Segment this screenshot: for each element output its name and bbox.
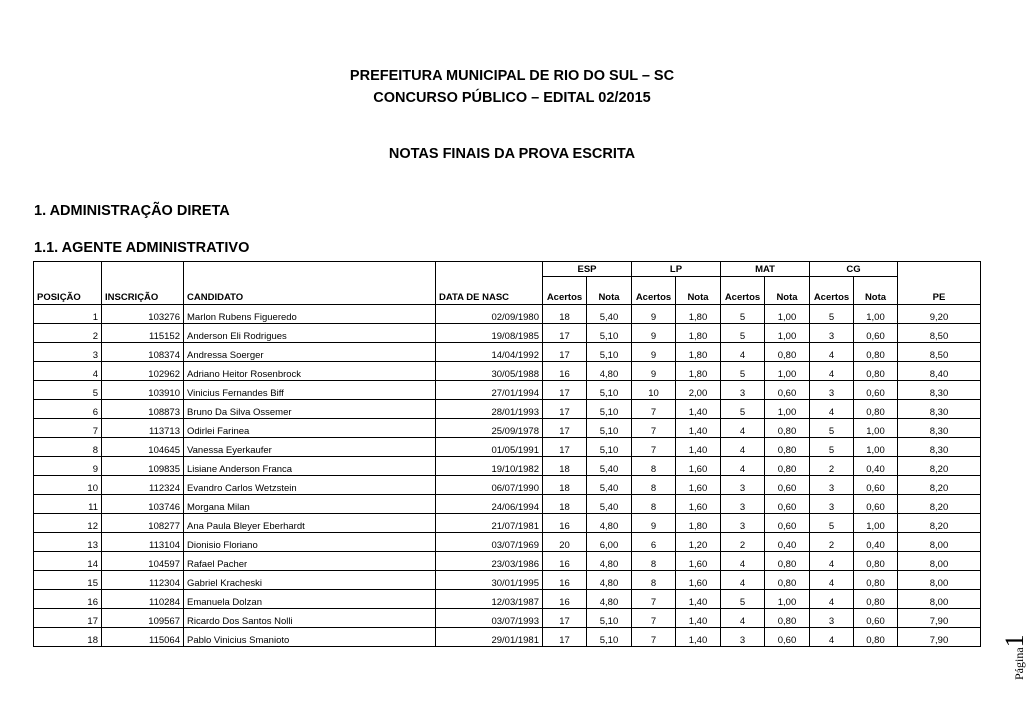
cell-inscricao: 104645 <box>102 438 184 457</box>
cell-data-nasc: 30/05/1988 <box>436 362 543 381</box>
cell-lp-acertos: 9 <box>632 305 676 324</box>
cell-mat-nota: 0,80 <box>765 419 810 438</box>
group-header-mat: MAT <box>721 262 810 277</box>
cell-data-nasc: 01/05/1991 <box>436 438 543 457</box>
cell-lp-acertos: 9 <box>632 343 676 362</box>
section-heading: 1. ADMINISTRAÇÃO DIRETA <box>34 203 230 219</box>
table-row <box>34 476 981 495</box>
cell-esp-nota: 4,80 <box>587 514 632 533</box>
table-row <box>34 438 981 457</box>
cell-posicao: 13 <box>34 533 102 552</box>
cell-mat-nota: 1,00 <box>765 324 810 343</box>
cell-cg-acertos: 4 <box>810 571 854 590</box>
page-label: Página <box>1012 647 1026 680</box>
cell-mat-nota: 1,00 <box>765 305 810 324</box>
cell-mat-nota: 0,60 <box>765 514 810 533</box>
cell-lp-nota: 1,60 <box>676 476 721 495</box>
cell-candidato: Morgana Milan <box>184 495 436 514</box>
cell-esp-nota: 5,10 <box>587 324 632 343</box>
cell-esp-acertos: 18 <box>543 476 587 495</box>
cell-candidato: Evandro Carlos Wetzstein <box>184 476 436 495</box>
cell-posicao: 10 <box>34 476 102 495</box>
column-header-inscricao: INSCRIÇÃO <box>102 277 184 305</box>
cell-mat-acertos: 5 <box>721 400 765 419</box>
table-row <box>34 343 981 362</box>
cell-cg-acertos: 4 <box>810 400 854 419</box>
cell-mat-acertos: 3 <box>721 495 765 514</box>
cell-lp-acertos: 9 <box>632 324 676 343</box>
cell-candidato: Rafael Pacher <box>184 552 436 571</box>
cell-candidato: Marlon Rubens Figueredo <box>184 305 436 324</box>
cell-cg-nota: 0,80 <box>854 571 898 590</box>
cell-candidato: Pablo Vinicius Smanioto <box>184 628 436 647</box>
cell-inscricao: 103746 <box>102 495 184 514</box>
table-row <box>34 381 981 400</box>
cell-cg-acertos: 3 <box>810 324 854 343</box>
group-header-lp: LP <box>632 262 721 277</box>
column-header-esp-acertos: Acertos <box>543 277 587 305</box>
table-row <box>34 305 981 324</box>
cell-posicao: 5 <box>34 381 102 400</box>
cell-pe: 8,00 <box>898 533 981 552</box>
cell-esp-acertos: 17 <box>543 419 587 438</box>
cell-cg-acertos: 2 <box>810 533 854 552</box>
cell-data-nasc: 29/01/1981 <box>436 628 543 647</box>
cell-pe: 8,40 <box>898 362 981 381</box>
cell-lp-nota: 1,80 <box>676 324 721 343</box>
cell-esp-acertos: 16 <box>543 571 587 590</box>
cell-lp-nota: 1,20 <box>676 533 721 552</box>
document-title-line-2: CONCURSO PÚBLICO – EDITAL 02/2015 <box>373 90 651 106</box>
cell-data-nasc: 02/09/1980 <box>436 305 543 324</box>
cell-cg-acertos: 5 <box>810 419 854 438</box>
table-row <box>34 590 981 609</box>
cell-lp-nota: 1,80 <box>676 343 721 362</box>
cell-esp-acertos: 17 <box>543 438 587 457</box>
cell-data-nasc: 27/01/1994 <box>436 381 543 400</box>
cell-inscricao: 108873 <box>102 400 184 419</box>
cell-mat-acertos: 4 <box>721 438 765 457</box>
cell-posicao: 11 <box>34 495 102 514</box>
cell-data-nasc: 24/06/1994 <box>436 495 543 514</box>
cell-mat-nota: 0,80 <box>765 552 810 571</box>
cell-mat-nota: 0,60 <box>765 495 810 514</box>
cell-mat-acertos: 4 <box>721 552 765 571</box>
cell-lp-acertos: 8 <box>632 552 676 571</box>
document-subtitle: NOTAS FINAIS DA PROVA ESCRITA <box>388 146 636 162</box>
cell-esp-nota: 5,10 <box>587 381 632 400</box>
cell-posicao: 6 <box>34 400 102 419</box>
column-header-mat-nota: Nota <box>765 277 810 305</box>
cell-esp-acertos: 16 <box>543 362 587 381</box>
cell-lp-nota: 2,00 <box>676 381 721 400</box>
cell-esp-nota: 5,40 <box>587 476 632 495</box>
cell-candidato: Adriano Heitor Rosenbrock <box>184 362 436 381</box>
cell-pe: 9,20 <box>898 305 981 324</box>
cell-lp-acertos: 7 <box>632 609 676 628</box>
cell-data-nasc: 21/07/1981 <box>436 514 543 533</box>
cell-mat-nota: 1,00 <box>765 400 810 419</box>
results-table <box>33 261 981 647</box>
table-row <box>34 514 981 533</box>
table-row <box>34 495 981 514</box>
cell-lp-nota: 1,40 <box>676 400 721 419</box>
column-header-data-nasc: DATA DE NASC <box>436 277 543 305</box>
cell-cg-acertos: 4 <box>810 362 854 381</box>
cell-mat-nota: 0,60 <box>765 381 810 400</box>
cell-lp-nota: 1,60 <box>676 457 721 476</box>
table-row <box>34 457 981 476</box>
cell-data-nasc: 03/07/1993 <box>436 609 543 628</box>
cell-cg-acertos: 3 <box>810 381 854 400</box>
cell-pe: 8,00 <box>898 590 981 609</box>
cell-pe: 8,50 <box>898 343 981 362</box>
header-spacer <box>102 262 184 277</box>
cell-posicao: 9 <box>34 457 102 476</box>
column-header-esp-nota: Nota <box>587 277 632 305</box>
cell-mat-acertos: 4 <box>721 343 765 362</box>
cell-pe: 8,30 <box>898 419 981 438</box>
cell-mat-nota: 0,80 <box>765 343 810 362</box>
cell-mat-nota: 1,00 <box>765 590 810 609</box>
cell-esp-acertos: 17 <box>543 343 587 362</box>
cell-cg-acertos: 5 <box>810 438 854 457</box>
column-header-cg-acertos: Acertos <box>810 277 854 305</box>
cell-inscricao: 103276 <box>102 305 184 324</box>
cell-candidato: Ricardo Dos Santos Nolli <box>184 609 436 628</box>
cell-esp-nota: 5,40 <box>587 457 632 476</box>
cell-data-nasc: 06/07/1990 <box>436 476 543 495</box>
cell-candidato: Vinicius Fernandes Biff <box>184 381 436 400</box>
group-header-cg: CG <box>810 262 898 277</box>
cell-cg-nota: 1,00 <box>854 438 898 457</box>
cell-pe: 7,90 <box>898 609 981 628</box>
cell-esp-acertos: 17 <box>543 324 587 343</box>
cell-inscricao: 110284 <box>102 590 184 609</box>
cell-cg-acertos: 4 <box>810 343 854 362</box>
cell-inscricao: 108374 <box>102 343 184 362</box>
cell-cg-acertos: 4 <box>810 628 854 647</box>
cell-inscricao: 112304 <box>102 571 184 590</box>
cell-inscricao: 109835 <box>102 457 184 476</box>
cell-pe: 8,00 <box>898 571 981 590</box>
cell-mat-acertos: 4 <box>721 419 765 438</box>
cell-cg-nota: 0,60 <box>854 495 898 514</box>
table-row <box>34 419 981 438</box>
cell-pe: 8,00 <box>898 552 981 571</box>
cell-data-nasc: 25/09/1978 <box>436 419 543 438</box>
cell-mat-nota: 0,80 <box>765 609 810 628</box>
cell-lp-acertos: 9 <box>632 514 676 533</box>
cell-candidato: Emanuela Dolzan <box>184 590 436 609</box>
column-header-lp-nota: Nota <box>676 277 721 305</box>
cell-cg-acertos: 3 <box>810 476 854 495</box>
cell-posicao: 2 <box>34 324 102 343</box>
cell-lp-acertos: 7 <box>632 400 676 419</box>
cell-pe: 8,20 <box>898 476 981 495</box>
cell-esp-acertos: 17 <box>543 381 587 400</box>
cell-lp-nota: 1,60 <box>676 552 721 571</box>
cell-esp-acertos: 17 <box>543 628 587 647</box>
cell-data-nasc: 19/08/1985 <box>436 324 543 343</box>
cell-cg-nota: 1,00 <box>854 305 898 324</box>
table-row <box>34 400 981 419</box>
cell-mat-acertos: 4 <box>721 571 765 590</box>
header-spacer <box>436 262 543 277</box>
cell-lp-nota: 1,40 <box>676 590 721 609</box>
cell-posicao: 1 <box>34 305 102 324</box>
cell-mat-nota: 0,80 <box>765 571 810 590</box>
header-spacer <box>34 262 102 277</box>
cell-esp-acertos: 18 <box>543 495 587 514</box>
cell-esp-nota: 5,10 <box>587 400 632 419</box>
cell-mat-acertos: 4 <box>721 609 765 628</box>
cell-cg-nota: 0,60 <box>854 609 898 628</box>
cell-mat-acertos: 5 <box>721 590 765 609</box>
cell-mat-acertos: 5 <box>721 324 765 343</box>
cell-lp-nota: 1,40 <box>676 438 721 457</box>
cell-esp-acertos: 18 <box>543 457 587 476</box>
page-number: 1 <box>1000 634 1029 648</box>
cell-mat-acertos: 5 <box>721 362 765 381</box>
cell-mat-nota: 0,80 <box>765 457 810 476</box>
cell-lp-acertos: 7 <box>632 419 676 438</box>
cell-esp-nota: 5,40 <box>587 495 632 514</box>
cell-data-nasc: 30/01/1995 <box>436 571 543 590</box>
cell-cg-acertos: 2 <box>810 457 854 476</box>
cell-mat-acertos: 5 <box>721 305 765 324</box>
cell-cg-acertos: 3 <box>810 495 854 514</box>
header-spacer <box>898 262 981 277</box>
cell-candidato: Lisiane Anderson Franca <box>184 457 436 476</box>
cell-candidato: Dionisio Floriano <box>184 533 436 552</box>
table-row <box>34 324 981 343</box>
table-row <box>34 552 981 571</box>
cell-lp-acertos: 8 <box>632 571 676 590</box>
cell-cg-acertos: 4 <box>810 552 854 571</box>
cell-lp-acertos: 7 <box>632 628 676 647</box>
cell-candidato: Odirlei Farinea <box>184 419 436 438</box>
table-row <box>34 533 981 552</box>
cell-data-nasc: 28/01/1993 <box>436 400 543 419</box>
cell-data-nasc: 14/04/1992 <box>436 343 543 362</box>
cell-mat-acertos: 2 <box>721 533 765 552</box>
cell-lp-acertos: 8 <box>632 476 676 495</box>
cell-inscricao: 115064 <box>102 628 184 647</box>
header-spacer <box>184 262 436 277</box>
cell-mat-acertos: 4 <box>721 457 765 476</box>
cell-candidato: Ana Paula Bleyer Eberhardt <box>184 514 436 533</box>
cell-posicao: 4 <box>34 362 102 381</box>
cell-esp-acertos: 16 <box>543 590 587 609</box>
cell-cg-nota: 0,80 <box>854 362 898 381</box>
cell-esp-nota: 4,80 <box>587 571 632 590</box>
cell-lp-nota: 1,60 <box>676 571 721 590</box>
cell-lp-acertos: 7 <box>632 438 676 457</box>
cell-pe: 7,90 <box>898 628 981 647</box>
column-header-mat-acertos: Acertos <box>721 277 765 305</box>
cell-esp-nota: 5,10 <box>587 628 632 647</box>
cell-candidato: Gabriel Kracheski <box>184 571 436 590</box>
cell-esp-nota: 5,10 <box>587 419 632 438</box>
cell-cg-nota: 0,80 <box>854 343 898 362</box>
group-header-esp: ESP <box>543 262 632 277</box>
column-header-pe: PE <box>898 277 981 305</box>
cell-lp-acertos: 7 <box>632 590 676 609</box>
cell-inscricao: 113713 <box>102 419 184 438</box>
cell-pe: 8,30 <box>898 381 981 400</box>
cell-inscricao: 112324 <box>102 476 184 495</box>
cell-cg-nota: 0,60 <box>854 381 898 400</box>
table-header-row <box>34 277 981 305</box>
cell-cg-acertos: 5 <box>810 514 854 533</box>
cell-cg-nota: 0,60 <box>854 476 898 495</box>
cell-candidato: Bruno Da Silva Ossemer <box>184 400 436 419</box>
cell-esp-acertos: 17 <box>543 609 587 628</box>
column-header-lp-acertos: Acertos <box>632 277 676 305</box>
cell-mat-nota: 1,00 <box>765 362 810 381</box>
cell-mat-nota: 0,60 <box>765 476 810 495</box>
cell-esp-nota: 4,80 <box>587 590 632 609</box>
table-header-group-row <box>34 262 981 277</box>
cell-posicao: 15 <box>34 571 102 590</box>
cell-mat-acertos: 3 <box>721 628 765 647</box>
cell-esp-nota: 4,80 <box>587 362 632 381</box>
cell-esp-nota: 5,10 <box>587 343 632 362</box>
cell-mat-nota: 0,60 <box>765 628 810 647</box>
cell-pe: 8,50 <box>898 324 981 343</box>
cell-esp-nota: 5,10 <box>587 609 632 628</box>
cell-cg-nota: 1,00 <box>854 419 898 438</box>
cell-inscricao: 103910 <box>102 381 184 400</box>
cell-esp-nota: 5,10 <box>587 438 632 457</box>
cell-lp-acertos: 9 <box>632 362 676 381</box>
table-row <box>34 571 981 590</box>
cell-posicao: 3 <box>34 343 102 362</box>
cell-esp-nota: 5,40 <box>587 305 632 324</box>
cell-pe: 8,30 <box>898 438 981 457</box>
cell-lp-acertos: 10 <box>632 381 676 400</box>
cell-lp-acertos: 8 <box>632 495 676 514</box>
cell-mat-acertos: 3 <box>721 514 765 533</box>
table-row <box>34 362 981 381</box>
cell-lp-nota: 1,60 <box>676 495 721 514</box>
page-number-marker <box>1000 590 1030 680</box>
cell-cg-acertos: 5 <box>810 305 854 324</box>
cell-lp-nota: 1,80 <box>676 305 721 324</box>
table-row <box>34 609 981 628</box>
cell-mat-acertos: 3 <box>721 476 765 495</box>
cell-lp-nota: 1,40 <box>676 419 721 438</box>
cell-esp-acertos: 16 <box>543 552 587 571</box>
cell-mat-acertos: 3 <box>721 381 765 400</box>
subsection-heading: 1.1. AGENTE ADMINISTRATIVO <box>34 240 250 256</box>
cell-lp-nota: 1,80 <box>676 514 721 533</box>
cell-cg-nota: 0,80 <box>854 552 898 571</box>
cell-cg-acertos: 3 <box>810 609 854 628</box>
cell-lp-acertos: 6 <box>632 533 676 552</box>
cell-candidato: Vanessa Eyerkaufer <box>184 438 436 457</box>
cell-pe: 8,20 <box>898 514 981 533</box>
cell-posicao: 17 <box>34 609 102 628</box>
column-header-posicao: POSIÇÃO <box>34 277 102 305</box>
cell-inscricao: 104597 <box>102 552 184 571</box>
cell-inscricao: 109567 <box>102 609 184 628</box>
cell-cg-nota: 0,80 <box>854 400 898 419</box>
cell-inscricao: 102962 <box>102 362 184 381</box>
cell-inscricao: 115152 <box>102 324 184 343</box>
cell-posicao: 7 <box>34 419 102 438</box>
column-header-cg-nota: Nota <box>854 277 898 305</box>
cell-lp-acertos: 8 <box>632 457 676 476</box>
cell-esp-acertos: 16 <box>543 514 587 533</box>
cell-esp-acertos: 18 <box>543 305 587 324</box>
cell-cg-nota: 1,00 <box>854 514 898 533</box>
cell-posicao: 14 <box>34 552 102 571</box>
cell-inscricao: 108277 <box>102 514 184 533</box>
cell-data-nasc: 12/03/1987 <box>436 590 543 609</box>
cell-lp-nota: 1,40 <box>676 628 721 647</box>
cell-inscricao: 113104 <box>102 533 184 552</box>
cell-esp-nota: 6,00 <box>587 533 632 552</box>
cell-esp-nota: 4,80 <box>587 552 632 571</box>
cell-posicao: 18 <box>34 628 102 647</box>
cell-pe: 8,30 <box>898 400 981 419</box>
cell-data-nasc: 03/07/1969 <box>436 533 543 552</box>
cell-candidato: Andressa Soerger <box>184 343 436 362</box>
cell-posicao: 12 <box>34 514 102 533</box>
cell-posicao: 16 <box>34 590 102 609</box>
cell-data-nasc: 23/03/1986 <box>436 552 543 571</box>
cell-esp-acertos: 17 <box>543 400 587 419</box>
cell-cg-nota: 0,40 <box>854 457 898 476</box>
cell-esp-acertos: 20 <box>543 533 587 552</box>
cell-cg-nota: 0,60 <box>854 324 898 343</box>
cell-pe: 8,20 <box>898 457 981 476</box>
cell-mat-nota: 0,40 <box>765 533 810 552</box>
cell-candidato: Anderson Eli Rodrigues <box>184 324 436 343</box>
table-body <box>34 305 981 647</box>
cell-cg-nota: 0,80 <box>854 628 898 647</box>
cell-cg-nota: 0,80 <box>854 590 898 609</box>
document-title-line-1: PREFEITURA MUNICIPAL DE RIO DO SUL – SC <box>349 68 675 84</box>
cell-data-nasc: 19/10/1982 <box>436 457 543 476</box>
cell-pe: 8,20 <box>898 495 981 514</box>
cell-cg-acertos: 4 <box>810 590 854 609</box>
table-row <box>34 628 981 647</box>
cell-mat-nota: 0,80 <box>765 438 810 457</box>
cell-cg-nota: 0,40 <box>854 533 898 552</box>
column-header-candidato: CANDIDATO <box>184 277 436 305</box>
cell-lp-nota: 1,80 <box>676 362 721 381</box>
cell-lp-nota: 1,40 <box>676 609 721 628</box>
cell-posicao: 8 <box>34 438 102 457</box>
